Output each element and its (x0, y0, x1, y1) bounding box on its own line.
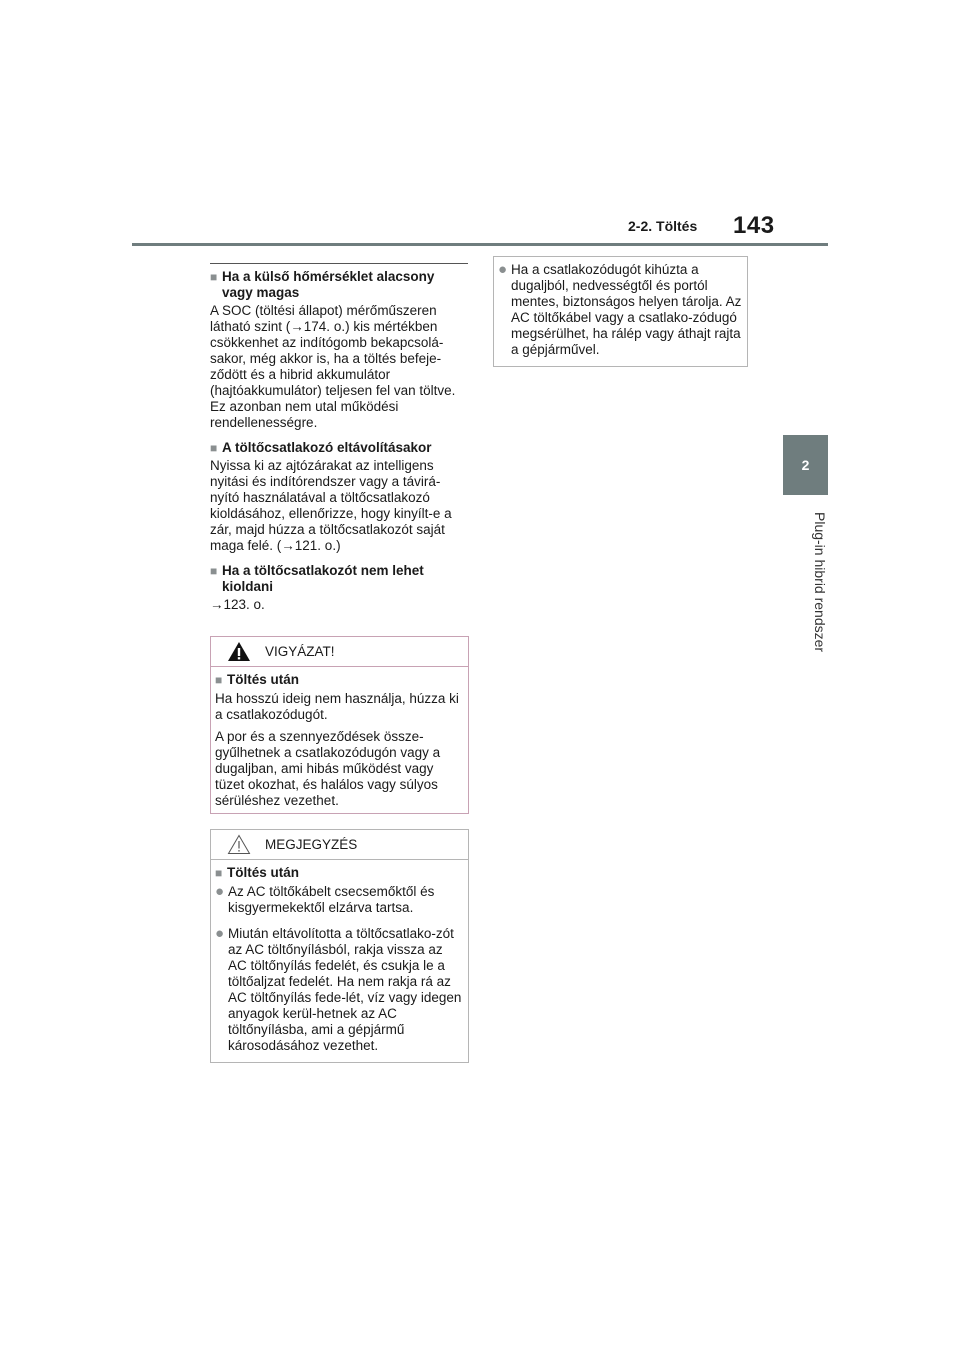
circle-bullet-icon: ● (215, 883, 225, 900)
notice-box-header (211, 830, 468, 860)
circle-bullet-icon: ● (215, 925, 225, 942)
paragraph: A SOC (töltési állapot) mérőműszeren látható szint (→174. o.) kis mértékben csökkenhet az indítógomb bekapcsolá-sakor, még akkor is, ha a töltés befeje-ződött és a hibrid akkumulátor (hajtóakkumulátor) teljesen fel van töltve. Ez azonban nem utal működési rendellenességre. (210, 303, 456, 430)
page-number: 143 (733, 212, 775, 239)
notice-heading (215, 865, 464, 881)
heading-text: Töltés után (227, 672, 300, 687)
warning-title: VIGYÁZAT! (265, 644, 335, 659)
notice-continuation-box (493, 256, 748, 367)
square-bullet-icon: ■ (215, 866, 223, 880)
list-item (215, 884, 464, 916)
paragraph: →123. o. (210, 597, 265, 612)
list-item (215, 926, 464, 1054)
list-item (498, 262, 743, 358)
warning-triangle-icon (227, 641, 251, 662)
square-bullet-icon: ■ (210, 564, 218, 578)
square-bullet-icon: ■ (210, 441, 218, 455)
notice-box-body (211, 860, 468, 1062)
section-heading (210, 563, 468, 595)
heading-text: A töltőcsatlakozó eltávolításakor (222, 440, 432, 455)
square-bullet-icon: ■ (210, 270, 218, 284)
left-column (210, 263, 468, 622)
heading-text: Ha a külső hőmérséklet alacsony vagy magas (222, 269, 435, 300)
paragraph: Nyissa ki az ajtózárakat az intelligens nyitási és indítórendszer vagy a távirá-nyító használatával a töltőcsatlakozó kioldásához, ellenőrizze, hogy kinyílt-e a zár, majd húzza a töltőcsatlakozót saját maga felé. (→121. o.) (210, 458, 452, 553)
heading-text: Töltés után (227, 865, 300, 880)
chapter-tab (783, 435, 828, 495)
notice-triangle-icon (227, 834, 251, 855)
chapter-label: Plug-in hibrid rendszer (812, 512, 828, 653)
square-bullet-icon: ■ (215, 673, 223, 687)
list-item-text: Az AC töltőkábelt csecsemőktől és kisgyermekektől elzárva tartsa. (228, 884, 435, 915)
heading-text: Ha a töltőcsatlakozót nem lehet kioldani (222, 563, 424, 594)
warning-heading (215, 672, 464, 688)
warning-box (210, 636, 469, 814)
paragraph: A por és a szennyeződések össze-gyűlhetnek a csatlakozódugón vagy a dugaljban, ami hibás működést vagy tüzet okozhat, és halálos vagy súlyos sérüléshez vezethet. (215, 729, 441, 808)
section-heading (210, 269, 468, 301)
warning-box-body (211, 667, 468, 817)
section-title: 2-2. Töltés (628, 218, 698, 234)
warning-box-header (211, 637, 468, 667)
list-item-text: Miután eltávolította a töltőcsatlako-zót az AC töltőnyílásból, rakja vissza az AC töltőnyílás fedelét, és csukja le a töltőaljzat fedelét. Ha nem rakja rá az AC töltőnyílás fede-lét, víz vagy idegen anyagok kerül-hetnek az AC töltőnyílásba, ami a gépjármű károsodásához vezethet. (228, 926, 462, 1053)
chapter-number: 2 (801, 457, 810, 473)
notice-title: MEGJEGYZÉS (265, 837, 358, 852)
header-rule (132, 243, 828, 246)
notice-box (210, 829, 469, 1063)
section-heading (210, 440, 468, 456)
list-item-text: Ha a csatlakozódugót kihúzta a dugaljból, nedvességtől és portól mentes, biztonságos helyen tárolja. Az AC töltőkábel vagy a csatlako-zódugó megsérülhet, ha rálép vagy áthajt rajta a gépjárművel. (511, 262, 742, 357)
circle-bullet-icon: ● (498, 261, 508, 278)
paragraph: Ha hosszú ideig nem használja, húzza ki a csatlakozódugót. (215, 691, 459, 722)
section-rule (210, 263, 468, 264)
